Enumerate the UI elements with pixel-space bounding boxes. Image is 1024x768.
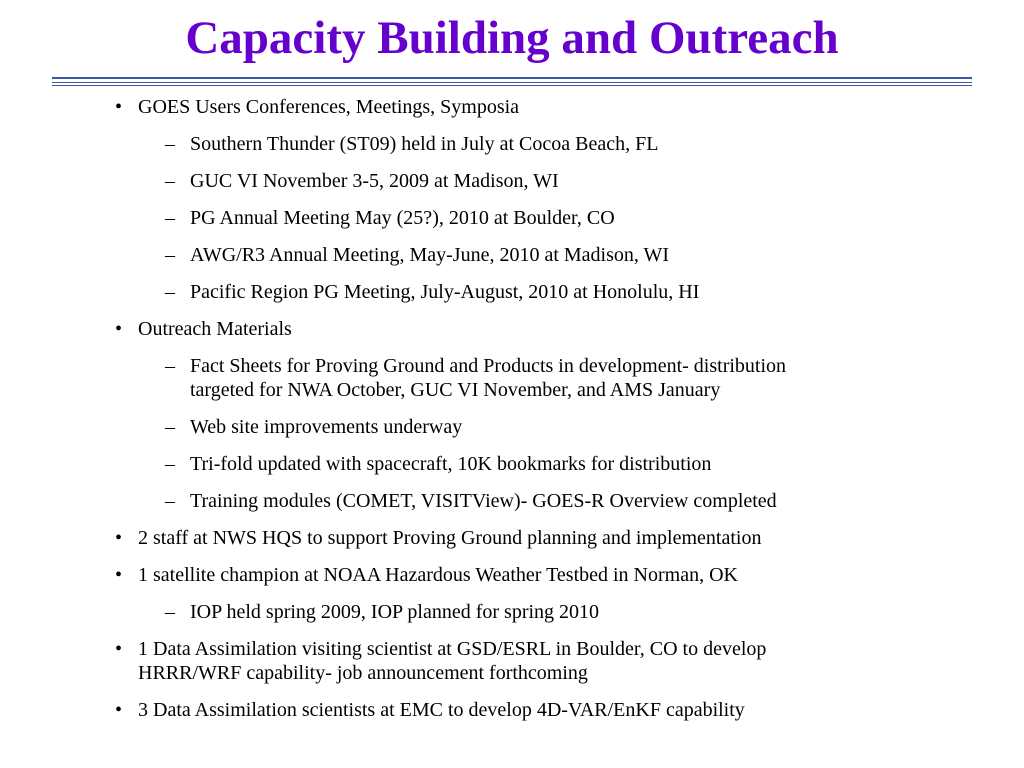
bullet-marker: •: [115, 318, 123, 340]
sub-bullet-marker: –: [165, 281, 175, 303]
bullet-text: IOP held spring 2009, IOP planned for spring 2010: [190, 601, 600, 623]
bullet-text: AWG/R3 Annual Meeting, May-June, 2010 at Madison, WI: [190, 244, 670, 266]
sub-bullet-marker: –: [165, 453, 175, 475]
bullet-text: Training modules (COMET, VISITView)- GOES-R Overview completed: [190, 490, 777, 512]
bullet-text: Southern Thunder (ST09) held in July at Cocoa Beach, FL: [190, 133, 659, 155]
title-underline: [52, 77, 972, 79]
bullet-marker: •: [115, 699, 123, 721]
bullet-marker: •: [115, 564, 123, 586]
title-underline-secondary: [52, 82, 972, 83]
bullet-text: Outreach Materials: [138, 318, 292, 340]
slide-title: Capacity Building and Outreach: [185, 12, 839, 64]
bullet-text: 2 staff at NWS HQS to support Proving Ground planning and implementation: [138, 527, 762, 549]
bullet-text: 1 Data Assimilation visiting scientist at GSD/ESRL in Boulder, CO to develop: [138, 638, 767, 660]
bullet-marker: •: [115, 527, 123, 549]
sub-bullet-marker: –: [165, 244, 175, 266]
bullet-text: targeted for NWA October, GUC VI November, and AMS January: [190, 379, 721, 401]
bullet-text: 1 satellite champion at NOAA Hazardous Weather Testbed in Norman, OK: [138, 564, 738, 586]
sub-bullet-marker: –: [165, 601, 175, 623]
sub-bullet-marker: –: [165, 355, 175, 377]
bullet-text: GOES Users Conferences, Meetings, Symposia: [138, 96, 520, 118]
bullet-text: GUC VI November 3-5, 2009 at Madison, WI: [190, 170, 559, 192]
bullet-text: HRRR/WRF capability- job announcement forthcoming: [138, 662, 588, 684]
sub-bullet-marker: –: [165, 170, 175, 192]
sub-bullet-marker: –: [165, 133, 175, 155]
bullet-text: 3 Data Assimilation scientists at EMC to develop 4D-VAR/EnKF capability: [138, 699, 745, 721]
bullet-text: Pacific Region PG Meeting, July-August, 2010 at Honolulu, HI: [190, 281, 700, 303]
sub-bullet-marker: –: [165, 207, 175, 229]
bullet-marker: •: [115, 96, 123, 118]
title-underline-tertiary: [52, 85, 972, 86]
sub-bullet-marker: –: [165, 490, 175, 512]
bullet-text: Web site improvements underway: [190, 416, 463, 438]
bullet-text: Fact Sheets for Proving Ground and Products in development- distribution: [190, 355, 787, 377]
sub-bullet-marker: –: [165, 416, 175, 438]
bullet-text: PG Annual Meeting May (25?), 2010 at Boulder, CO: [190, 207, 615, 229]
bullet-marker: •: [115, 638, 123, 660]
bullet-text: Tri-fold updated with spacecraft, 10K bookmarks for distribution: [190, 453, 712, 475]
